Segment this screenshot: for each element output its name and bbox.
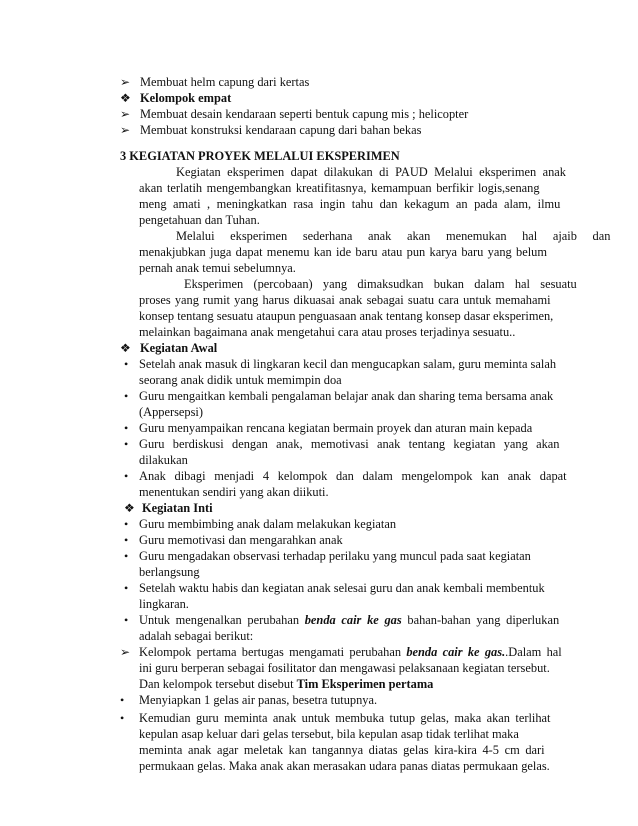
list-item: seorang anak didik untuk memimpin doa (139, 373, 342, 387)
list-item: dilakukan (139, 453, 188, 467)
bullet-icon: • (124, 533, 129, 547)
list-item: Guru menyampaikan rencana kegiatan bermain proyek dan aturan main kepada (139, 421, 533, 435)
list-item: Kemudian guru meminta anak untuk membuka tutup gelas, maka akan terlihat (139, 711, 551, 725)
bullet-icon: • (124, 421, 129, 435)
paragraph-line: menakjubkan juga dapat menemu kan ide baru atau pun karya baru yang belum (139, 245, 548, 259)
list-item: berlangsung (139, 565, 200, 579)
arrow-bullet-icon: ➢ (120, 123, 131, 137)
bullet-icon: • (124, 469, 129, 483)
arrow-bullet-icon: ➢ (120, 645, 131, 659)
bullet-icon: • (124, 613, 129, 627)
list-item: Membuat konstruksi kendaraan capung dari bahan bekas (140, 123, 422, 137)
bullet-icon: • (124, 389, 129, 403)
list-item-text: Dan kelompok tersebut disebut (139, 677, 297, 691)
emphasis-text: benda cair ke gas. (406, 645, 506, 659)
list-item: Membuat desain kendaraan seperti bentuk capung mis ; helicopter (140, 107, 469, 121)
list-item: Setelah anak masuk di lingkaran kecil dan mengucapkan salam, guru meminta salah (139, 357, 557, 371)
list-item: Guru mengadakan observasi terhadap perilaku yang muncul pada saat kegiatan (139, 549, 531, 563)
paragraph-line: proses yang rumit yang harus dikuasai anak sebagai suatu cara untuk memahami (139, 293, 551, 307)
list-item (139, 676, 433, 692)
list-item-text: .Dalam hal (505, 645, 562, 659)
list-item: adalah sebagai berikut: (139, 629, 254, 643)
paragraph-line: Melalui eksperimen sederhana anak akan menemukan hal ajaib dan (176, 229, 611, 243)
list-item: Kelompok empat (140, 91, 232, 105)
list-item-text: Kelompok pertama bertugas mengamati perubahan (139, 645, 407, 659)
section-heading: 3 KEGIATAN PROYEK MELALUI EKSPERIMEN (120, 149, 400, 163)
list-item: Setelah waktu habis dan kegiatan anak selesai guru dan anak kembali membentuk (139, 581, 545, 595)
list-item: kepulan asap keluar dari gelas tersebut, bila kepulan asap tidak terlihat maka (139, 727, 519, 741)
paragraph-line: Eksperimen (percobaan) yang dimaksudkan bukan dalam hal sesuatu (184, 277, 577, 291)
paragraph-line: meng amati , meningkatkan rasa ingin tahu dan kekagum an pada alam, ilmu (139, 197, 561, 211)
emphasis-text: Tim Eksperimen pertama (296, 677, 434, 691)
list-item: lingkaran. (139, 597, 189, 611)
list-item-text: bahan-bahan yang diperlukan (401, 613, 560, 627)
diamond-bullet-icon: ❖ (120, 91, 131, 105)
list-item: Guru membimbing anak dalam melakukan kegiatan (139, 517, 397, 531)
arrow-bullet-icon: ➢ (120, 107, 131, 121)
paragraph-line: akan terlatih mengembangkan kreatifitasnya, kemampuan berfikir logis,senang (139, 181, 540, 195)
list-item: Guru berdiskusi dengan anak, memotivasi anak tentang kegiatan yang akan (139, 437, 560, 451)
paragraph-line: Kegiatan eksperimen dapat dilakukan di PAUD Melalui eksperimen anak (176, 165, 566, 179)
subsection-heading: Kegiatan Awal (140, 341, 218, 355)
bullet-icon: • (124, 581, 129, 595)
list-item: menentukan sendiri yang akan diikuti. (139, 485, 329, 499)
bullet-icon: • (120, 693, 125, 707)
bullet-icon: • (124, 437, 129, 451)
list-item: (Appersepsi) (139, 405, 203, 419)
arrow-bullet-icon: ➢ (120, 75, 131, 89)
bullet-icon: • (124, 517, 129, 531)
list-item: Guru mengaitkan kembali pengalaman belajar anak dan sharing tema bersama anak (139, 389, 554, 403)
list-item: Guru memotivasi dan mengarahkan anak (139, 533, 343, 547)
list-item: Membuat helm capung dari kertas (140, 75, 310, 89)
list-item: permukaan gelas. Maka anak akan merasakan udara panas diatas permukaan gelas. (139, 759, 550, 773)
paragraph-line: melainkan bagaimana anak mengetahui cara atau proses terjadinya sesuatu.. (139, 325, 516, 339)
bullet-icon: • (124, 357, 129, 371)
paragraph-line: pengetahuan dan Tuhan. (139, 213, 260, 227)
list-item: Menyiapkan 1 gelas air panas, besetra tutupnya. (139, 693, 378, 707)
list-item-text: Untuk mengenalkan perubahan (139, 613, 305, 627)
diamond-bullet-icon: ❖ (120, 341, 131, 355)
list-item: meminta anak agar meletak kan tangannya diatas gelas kira-kira 4-5 cm dari (139, 743, 545, 757)
list-item (139, 612, 559, 628)
list-item (139, 644, 562, 660)
paragraph-line: pernah anak temui sebelumnya. (139, 261, 296, 275)
emphasis-text: benda cair ke gas (304, 613, 402, 627)
list-item: Anak dibagi menjadi 4 kelompok dan dalam mengelompok kan anak dapat (139, 469, 567, 483)
paragraph-line: konsep tentang sesuatu ataupun penguasaan anak tentang konsep dasar eksperimen, (139, 309, 554, 323)
diamond-bullet-icon: ❖ (124, 501, 135, 515)
list-item: ini guru berperan sebagai fosilitator dan mengawasi pelaksanaan kegiatan tersebut. (139, 661, 550, 675)
subsection-heading: Kegiatan Inti (142, 501, 213, 515)
bullet-icon: • (120, 711, 125, 725)
bullet-icon: • (124, 549, 129, 563)
